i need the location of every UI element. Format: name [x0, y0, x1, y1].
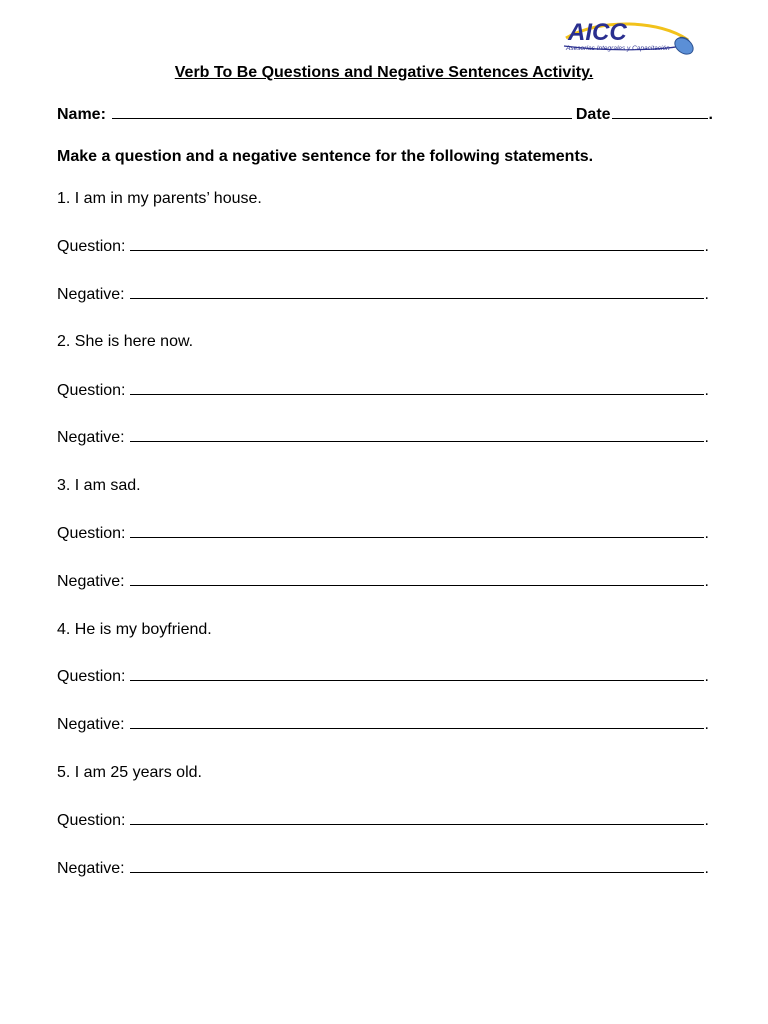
question-line-3: [57, 525, 709, 543]
question-answer-blank[interactable]: [130, 668, 703, 681]
question-line-4: [57, 668, 709, 686]
end-mark: .: [704, 286, 709, 303]
negative-label: Negative:: [57, 429, 125, 446]
end-mark: .: [704, 860, 709, 877]
name-label: Name:: [57, 106, 106, 123]
negative-line-4: [57, 716, 709, 734]
end-mark: .: [704, 525, 709, 542]
statement-2: 2. She is here now.: [57, 333, 194, 350]
question-line-5: [57, 812, 709, 830]
name-date-row: [57, 106, 713, 124]
end-mark: .: [708, 106, 713, 123]
question-answer-blank[interactable]: [130, 812, 703, 825]
date-blank-line[interactable]: [612, 106, 708, 119]
instructions: Make a question and a negative sentence for the following statements.: [57, 148, 594, 165]
end-mark: .: [704, 812, 709, 829]
negative-answer-blank[interactable]: [130, 429, 704, 442]
question-line-1: [57, 238, 709, 256]
negative-line-1: [57, 286, 709, 304]
question-label: Question:: [57, 668, 126, 685]
end-mark: .: [704, 573, 709, 590]
statement-4: 4. He is my boyfriend.: [57, 621, 212, 638]
question-answer-blank[interactable]: [130, 238, 703, 251]
aicc-logo: [560, 16, 700, 60]
question-line-2: [57, 382, 709, 400]
negative-line-3: [57, 573, 709, 591]
end-mark: .: [704, 429, 709, 446]
end-mark: .: [704, 382, 709, 399]
end-mark: .: [704, 238, 709, 255]
question-label: Question:: [57, 238, 126, 255]
end-mark: .: [704, 716, 709, 733]
name-blank-line[interactable]: [112, 106, 572, 119]
statement-1: 1. I am in my parents’ house.: [57, 190, 262, 207]
statement-5: 5. I am 25 years old.: [57, 764, 202, 781]
negative-answer-blank[interactable]: [130, 716, 704, 729]
negative-label: Negative:: [57, 573, 125, 590]
negative-answer-blank[interactable]: [130, 860, 704, 873]
negative-line-5: [57, 860, 709, 878]
statement-3: 3. I am sad.: [57, 477, 141, 494]
question-label: Question:: [57, 525, 126, 542]
negative-answer-blank[interactable]: [130, 286, 704, 299]
mouse-icon: [672, 35, 696, 58]
worksheet-title: Verb To Be Questions and Negative Sentences Activity.: [174, 64, 594, 81]
question-answer-blank[interactable]: [130, 525, 703, 538]
logo-tagline: Asesorías Integrales y Capacitación: [566, 45, 670, 52]
end-mark: .: [704, 668, 709, 685]
negative-label: Negative:: [57, 860, 125, 877]
negative-line-2: [57, 429, 709, 447]
question-label: Question:: [57, 812, 126, 829]
question-answer-blank[interactable]: [130, 382, 703, 395]
negative-label: Negative:: [57, 716, 125, 733]
negative-answer-blank[interactable]: [130, 573, 704, 586]
date-label: Date: [575, 106, 611, 123]
logo-wordmark: AICC: [568, 19, 627, 46]
negative-label: Negative:: [57, 286, 125, 303]
question-label: Question:: [57, 382, 126, 399]
